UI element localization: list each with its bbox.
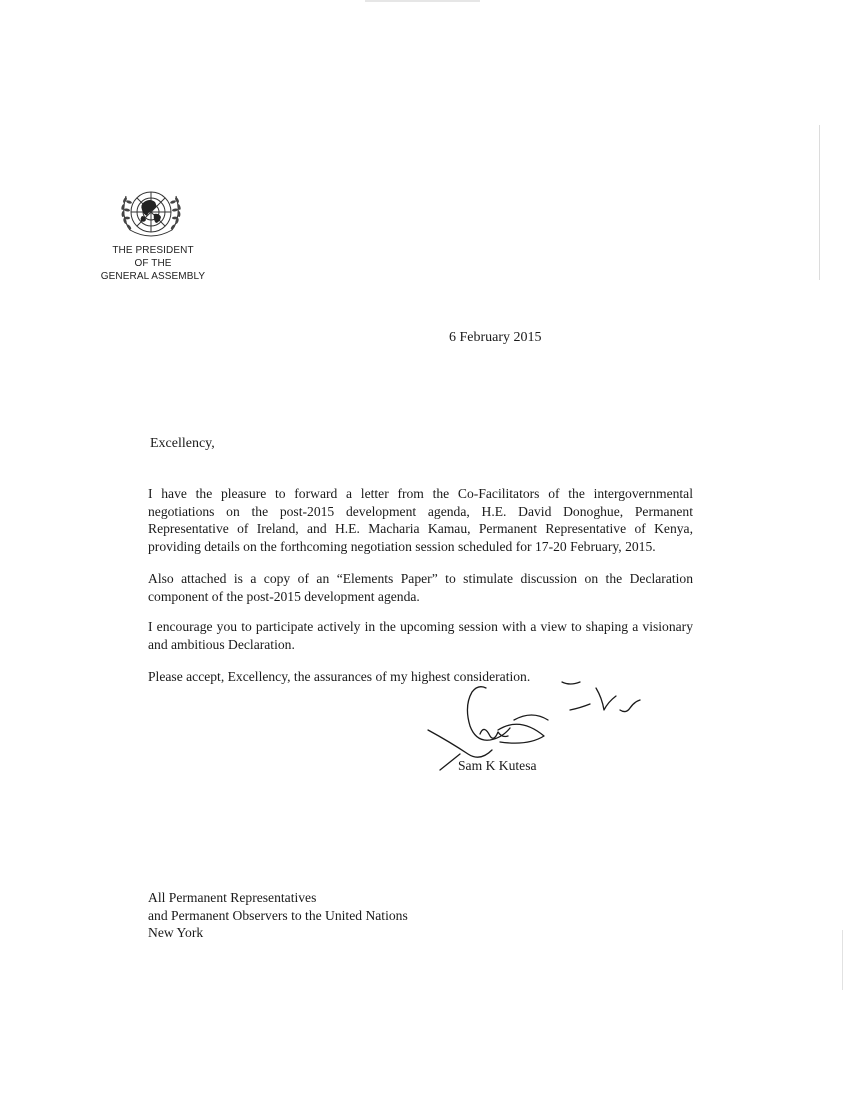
recipient-line: All Permanent Representatives <box>148 890 317 905</box>
salutation: Excellency, <box>150 436 215 451</box>
scan-artifact <box>819 125 820 280</box>
letterhead-line: OF THE <box>134 258 172 269</box>
recipients-block <box>148 889 408 942</box>
handwritten-signature <box>420 680 660 775</box>
un-emblem-icon <box>116 180 186 248</box>
body-paragraph: I have the pleasure to forward a letter from the Co-Facilitators of the intergovernmental negotiations on the post-2015 development agenda, H.E. David Donoghue, Permanent Representative of Ireland, and H.E. Macharia Kamau, Permanent Representative of Kenya, providing details on the forthcoming negotiation session scheduled for 17-20 February, 2015. <box>148 486 693 554</box>
letter-date: 6 February 2015 <box>449 330 542 345</box>
closing-paragraph: Please accept, Excellency, the assurances of my highest consideration. <box>148 669 531 684</box>
scan-artifact <box>842 930 843 990</box>
scan-artifact <box>365 0 480 2</box>
body-paragraph: Also attached is a copy of an “Elements Paper” to stimulate discussion on the Declaration component of the post-2015 development agenda. <box>148 571 693 604</box>
letterhead <box>88 244 218 283</box>
letterhead-line: GENERAL ASSEMBLY <box>100 271 206 282</box>
recipient-line: and Permanent Observers to the United Nations <box>148 907 408 923</box>
body-paragraph: I encourage you to participate actively in the upcoming session with a view to shaping a visionary and ambitious Declaration. <box>148 619 693 652</box>
recipient-line: New York <box>148 925 204 940</box>
letterhead-line: THE PRESIDENT <box>112 245 194 256</box>
signer-name: Sam K Kutesa <box>458 758 537 773</box>
